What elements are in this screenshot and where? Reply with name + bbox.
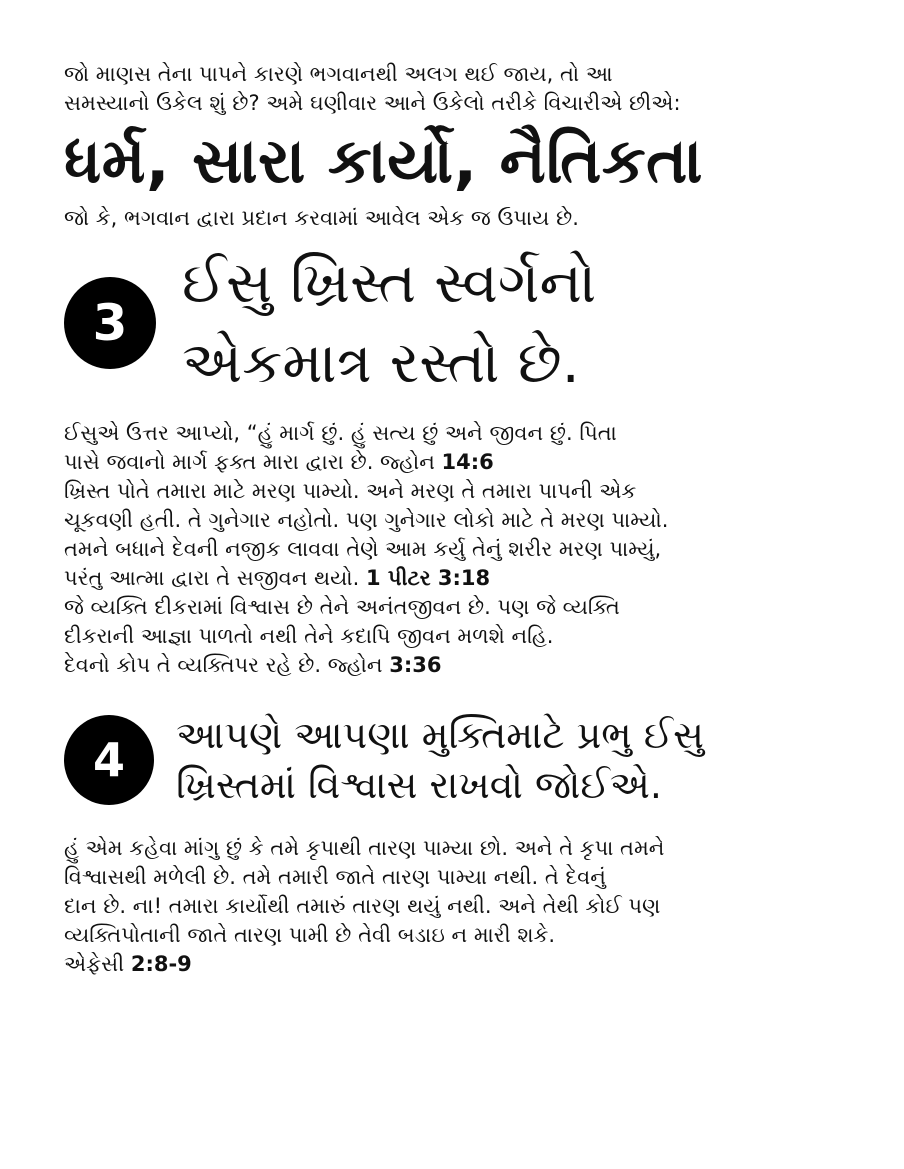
point-3-title	[182, 243, 596, 403]
verse-reference: 3:36	[389, 653, 442, 677]
point-4-body	[64, 834, 864, 979]
point-3-title-line: એકમાત્ર રસ્તો છે.	[182, 330, 580, 396]
headline: ધર્મ, સારા કાર્યો, નૈતિકતા	[64, 124, 703, 197]
body-line: પાસે જવાનો માર્ગ ફક્ત મારા દ્વારા છે. જ્હોન 14:6	[64, 450, 494, 474]
intro-line: જો માણસ તેના પાપને કારણે ભગવાનથી અલગ થઈ જાય, તો આ	[64, 62, 613, 86]
body-line: દાન છે. ના! તમારા કાર્યોથી તમારું તારણ થયું નથી. અને તેથી કોઈ પણ	[64, 894, 661, 918]
point-4	[64, 710, 864, 810]
body-line: તમને બધાને દેવની નજીક લાવવા તેણે આમ કર્યુ તેનું શરીર મરણ પામ્યું,	[64, 537, 662, 561]
body-line: દેવનો કોપ તે વ્યક્તિપર રહે છે. જ્હોન 3:36	[64, 653, 442, 677]
intro-paragraph	[64, 60, 864, 118]
body-line: હું એમ કહેવા માંગુ છું કે તમે કૃપાથી તારણ પામ્યા છો. અને તે કૃપા તમને	[64, 836, 665, 860]
body-line: વ્યક્તિપોતાની જાતે તારણ પામી છે તેવી બડાઇ ન મારી શકે.	[64, 923, 556, 947]
point-3-body	[64, 419, 864, 680]
point-3-title-line: ઈસુ ખ્રિસ્ત સ્વર્ગનો	[182, 250, 597, 316]
tract-page	[64, 60, 864, 979]
intro-line: સમસ્યાનો ઉકેલ શું છે? અમે ઘણીવાર આને ઉકેલો તરીકે વિચારીએ છીએ:	[64, 91, 681, 115]
remedy-note: જો કે, ભગવાન દ્વારા પ્રદાન કરવામાં આવેલ એક જ ઉપાય છે.	[64, 206, 579, 230]
verse-reference: 14:6	[441, 450, 494, 474]
point-4-title	[176, 710, 704, 810]
body-line: વિશ્વાસથી મળેલી છે. તમે તમારી જાતે તારણ પામ્યા નથી. તે દેવનું	[64, 865, 606, 889]
body-line: જે વ્યક્તિ દીકરામાં વિશ્વાસ છે તેને અનંતજીવન છે. પણ જે વ્યક્તિ	[64, 595, 620, 619]
number-badge-3: 3	[64, 277, 156, 369]
verse-reference: 2:8-9	[130, 952, 192, 976]
body-line: દીકરાની આજ્ઞા પાળતો નથી તેને કદાપિ જીવન મળશે નહિ.	[64, 624, 554, 648]
body-line: ખ્રિસ્ત પોતે તમારા માટે મરણ પામ્યો. અને મરણ તે તમારા પાપની એક	[64, 479, 637, 503]
body-line: એફેસી 2:8-9	[64, 952, 192, 976]
point-4-title-line: આપણે આપણા મુક્તિમાટે પ્રભુ ઈસુ	[176, 713, 704, 757]
body-line: ચૂકવણી હતી. તે ગુનેગાર નહોતો. પણ ગુનેગાર લોકો માટે તે મરણ પામ્યો.	[64, 508, 669, 532]
point-3	[64, 243, 864, 403]
number-badge-4: 4	[64, 715, 154, 805]
verse-reference: 1 પીટર 3:18	[365, 566, 491, 590]
point-4-title-line: ખ્રિસ્તમાં વિશ્વાસ રાખવો જોઈએ.	[176, 763, 662, 807]
body-line: ઈસુએ ઉત્તર આપ્યો, “હું માર્ગ છું. હું સત્ય છું અને જીવન છું. પિતા	[64, 421, 617, 445]
body-line: પરંતુ આત્મા દ્વારા તે સજીવન થયો. 1 પીટર 3:18	[64, 566, 491, 590]
